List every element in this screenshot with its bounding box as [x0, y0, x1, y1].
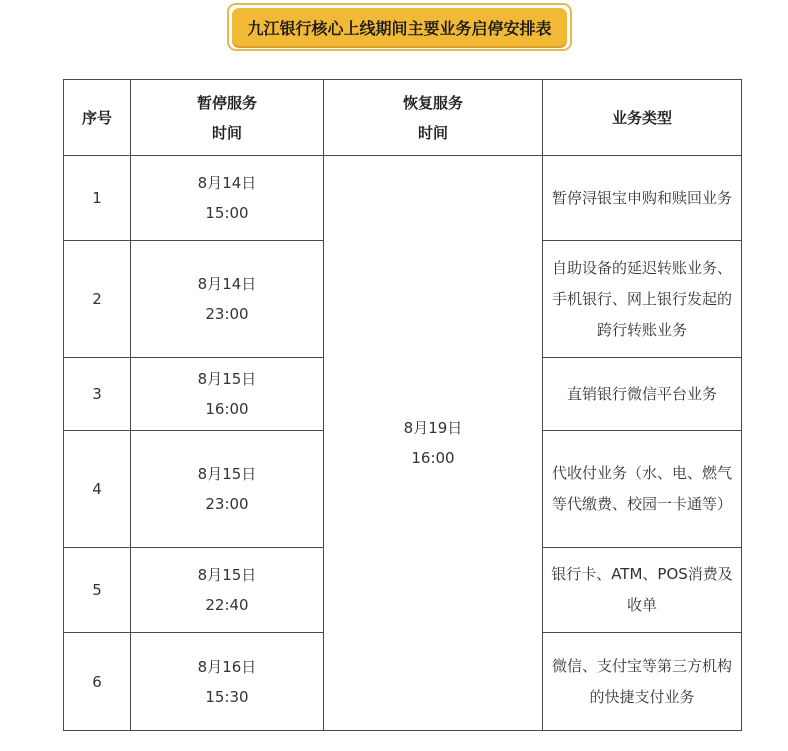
- row-seq: 5: [64, 548, 131, 633]
- schedule-table: [63, 79, 742, 731]
- header-type: 业务类型: [543, 80, 742, 156]
- pause-time-cell: [131, 548, 324, 633]
- resume-time: 16:00: [411, 449, 455, 467]
- header-pause-time: [131, 80, 324, 156]
- pause-date: 8月16日: [197, 657, 257, 676]
- pause-time-cell: [131, 431, 324, 548]
- pause-date: 8月15日: [197, 566, 257, 584]
- resume-date: 8月19日: [403, 419, 463, 437]
- business-type: 暂停浔银宝申购和赎回业务: [543, 156, 742, 241]
- pause-time: 16:00: [205, 400, 249, 418]
- row-seq: 1: [64, 156, 131, 241]
- pause-time: 23:00: [205, 305, 249, 323]
- pause-time-cell: [131, 241, 324, 358]
- pause-date: 8月15日: [197, 465, 257, 483]
- row-seq: 3: [64, 358, 131, 431]
- business-type: 自助设备的延迟转账业务、手机银行、网上银行发起的跨行转账业务: [543, 241, 742, 358]
- pause-time-cell: [131, 358, 324, 431]
- pause-time: 15:30: [205, 687, 249, 706]
- business-type: 代收付业务（水、电、燃气等代缴费、校园一卡通等）: [543, 431, 742, 548]
- header-row: [64, 80, 742, 156]
- pause-date: 8月15日: [197, 370, 257, 388]
- table-row: [64, 156, 742, 241]
- row-seq: 2: [64, 241, 131, 358]
- page-title: 九江银行核心上线期间主要业务启停安排表: [232, 8, 567, 46]
- pause-time: 22:40: [205, 596, 249, 614]
- header-resume-time: [324, 80, 543, 156]
- pause-time: 15:00: [205, 204, 249, 222]
- header-seq: 序号: [64, 80, 131, 156]
- row-seq: 4: [64, 431, 131, 548]
- header-resume-line2: 时间: [417, 123, 448, 142]
- resume-time-cell: [324, 156, 543, 731]
- business-type: 微信、支付宝等第三方机构的快捷支付业务: [543, 633, 742, 731]
- header-pause-line2: 时间: [211, 123, 242, 142]
- pause-time-cell: [131, 156, 324, 241]
- pause-time: 23:00: [205, 495, 249, 513]
- pause-date: 8月14日: [197, 275, 257, 293]
- row-seq: 6: [64, 633, 131, 731]
- title-banner: [227, 3, 572, 51]
- business-type: 直销银行微信平台业务: [543, 358, 742, 431]
- pause-time-cell: [131, 633, 324, 731]
- pause-date: 8月14日: [197, 174, 257, 192]
- business-type: 银行卡、ATM、POS消费及收单: [543, 548, 742, 633]
- header-resume-line1: 恢复服务: [402, 93, 463, 112]
- header-pause-line1: 暂停服务: [196, 93, 257, 112]
